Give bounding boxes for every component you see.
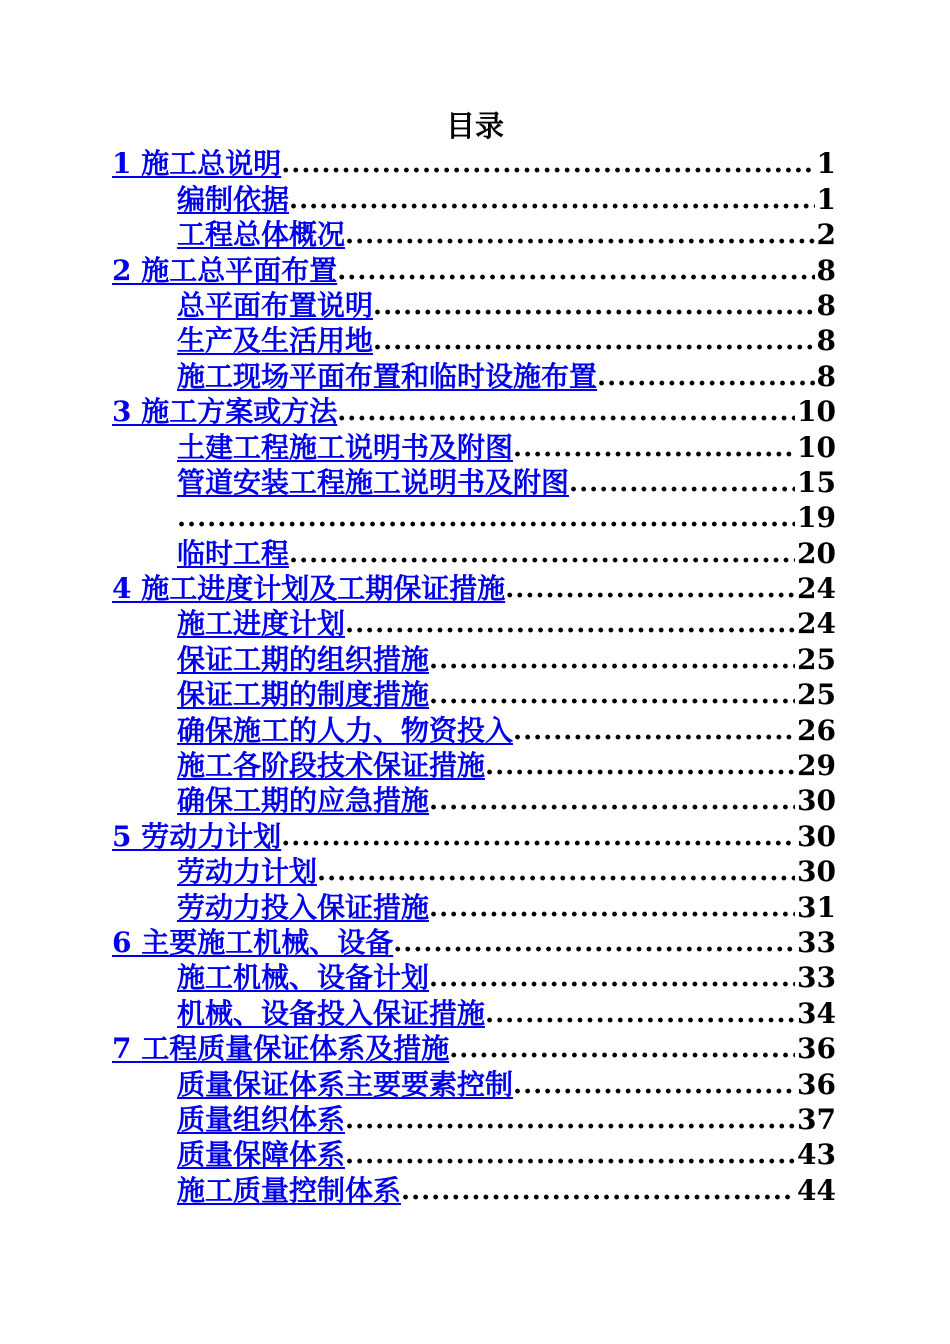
toc-entry-link[interactable]: 土建工程施工说明书及附图	[177, 430, 514, 464]
toc-entry-link[interactable]: 确保工期的应急措施	[177, 784, 430, 818]
toc-entry-link[interactable]: 7 工程质量保证体系及措施	[112, 1032, 450, 1066]
toc-page-number: 43	[797, 1138, 836, 1172]
toc-entry[interactable]	[112, 429, 836, 464]
toc-page-number: 34	[797, 996, 836, 1030]
toc-leader-dots	[289, 538, 795, 571]
toc-page-number: 25	[797, 642, 836, 676]
toc-entry[interactable]	[112, 925, 836, 960]
toc-leader-dots	[597, 361, 815, 394]
toc-page-number: 36	[797, 1067, 836, 1101]
toc-page-number: 33	[797, 925, 836, 959]
toc-entry[interactable]	[112, 606, 836, 641]
toc-entry[interactable]	[112, 960, 836, 995]
toc-entry-link[interactable]: 总平面布置说明	[177, 288, 374, 322]
toc-leader-dots	[337, 255, 814, 288]
toc-entry-link[interactable]: 质量保障体系	[177, 1138, 346, 1172]
toc-leader-dots	[513, 1069, 795, 1102]
toc-entry-link[interactable]: 质量组织体系	[177, 1102, 346, 1136]
toc-leader-dots	[177, 502, 795, 535]
toc-entry[interactable]	[112, 535, 836, 570]
toc-leader-dots	[505, 573, 795, 606]
toc-entry-link[interactable]: 临时工程	[177, 536, 290, 570]
toc-page-number: 15	[797, 465, 836, 499]
toc-entry[interactable]	[112, 571, 836, 606]
toc-entry[interactable]	[112, 217, 836, 252]
toc-leader-dots	[429, 679, 795, 712]
toc-page-number: 37	[797, 1102, 836, 1136]
toc-entry[interactable]	[112, 677, 836, 712]
toc-page-number: 26	[797, 713, 836, 747]
toc-leader-dots	[281, 148, 814, 181]
toc-entry[interactable]	[112, 181, 836, 216]
toc-entry-link[interactable]: 编制依据	[177, 182, 290, 216]
toc-page-number: 29	[797, 749, 836, 783]
toc-entry-link[interactable]: 劳动力计划	[177, 855, 318, 889]
toc-page-number: 1	[816, 147, 836, 181]
toc-entry-link[interactable]: 施工机械、设备计划	[177, 961, 430, 995]
toc-leader-dots	[429, 962, 795, 995]
toc-leader-dots	[317, 856, 795, 889]
toc-page-number: 33	[797, 961, 836, 995]
toc-page-number: 8	[816, 253, 836, 287]
toc-entry-link[interactable]: 施工质量控制体系	[177, 1173, 402, 1207]
toc-entry[interactable]	[112, 358, 836, 393]
table-of-contents	[112, 146, 836, 1208]
toc-page-number: 31	[797, 890, 836, 924]
toc-leader-dots	[513, 432, 795, 465]
toc-leader-dots	[345, 608, 795, 641]
toc-entry[interactable]	[112, 323, 836, 358]
toc-entry-link[interactable]: 施工各阶段技术保证措施	[177, 749, 486, 783]
toc-entry-link[interactable]: 机械、设备投入保证措施	[177, 996, 486, 1030]
toc-entry-link[interactable]: 4 施工进度计划及工期保证措施	[112, 572, 506, 606]
toc-leader-dots	[345, 1139, 795, 1172]
toc-entry[interactable]	[112, 783, 836, 818]
toc-leader-dots	[429, 892, 795, 925]
toc-page-number: 10	[797, 395, 836, 429]
toc-page-number: 36	[797, 1032, 836, 1066]
toc-entry[interactable]	[112, 854, 836, 889]
toc-page-number: 1	[816, 182, 836, 216]
toc-entry[interactable]	[112, 712, 836, 747]
toc-entry-link[interactable]: 2 施工总平面布置	[112, 253, 338, 287]
toc-entry-link[interactable]: 施工现场平面布置和临时设施布置	[177, 359, 598, 393]
toc-leader-dots	[373, 290, 815, 323]
toc-entry[interactable]	[112, 394, 836, 429]
toc-entry-link[interactable]: 保证工期的组织措施	[177, 642, 430, 676]
toc-page-number: 44	[797, 1173, 836, 1207]
toc-title: 目录	[445, 109, 504, 143]
toc-page-number: 10	[797, 430, 836, 464]
toc-entry-link[interactable]: 质量保证体系主要要素控制	[177, 1067, 514, 1101]
toc-entry-link[interactable]: 施工进度计划	[177, 607, 346, 641]
toc-page-number: 25	[797, 678, 836, 712]
toc-entry[interactable]	[112, 995, 836, 1030]
toc-entry-link[interactable]: 工程总体概况	[177, 218, 346, 252]
toc-page-number: 19	[797, 501, 836, 535]
toc-entry[interactable]	[112, 1031, 836, 1066]
toc-leader-dots	[345, 219, 815, 252]
toc-page-number: 2	[816, 218, 836, 252]
toc-page-number: 8	[816, 324, 836, 358]
toc-leader-dots	[281, 821, 795, 854]
toc-entry-link[interactable]: 保证工期的制度措施	[177, 678, 430, 712]
toc-entry-link[interactable]: 确保施工的人力、物资投入	[177, 713, 514, 747]
toc-entry[interactable]	[112, 1137, 836, 1172]
toc-leader-dots	[289, 184, 815, 217]
toc-entry-link[interactable]: 3 施工方案或方法	[112, 395, 338, 429]
toc-page-number: 24	[797, 607, 836, 641]
toc-page-number: 30	[797, 855, 836, 889]
toc-entry[interactable]	[112, 748, 836, 783]
toc-page-number: 20	[797, 536, 836, 570]
toc-entry[interactable]	[112, 641, 836, 676]
toc-entry[interactable]	[112, 146, 836, 181]
toc-leader-dots	[345, 1104, 795, 1137]
toc-entry[interactable]	[112, 1102, 836, 1137]
toc-leader-dots	[401, 1175, 795, 1208]
toc-entry[interactable]	[112, 465, 836, 500]
toc-page-number: 8	[816, 359, 836, 393]
toc-leader-dots	[449, 1033, 795, 1066]
toc-page-number: 24	[797, 572, 836, 606]
toc-entry[interactable]	[112, 288, 836, 323]
toc-entry-link[interactable]: 生产及生活用地	[177, 324, 374, 358]
toc-page-number: 30	[797, 784, 836, 818]
toc-entry[interactable]	[112, 1172, 836, 1207]
toc-entry[interactable]	[112, 818, 836, 853]
toc-entry[interactable]	[112, 252, 836, 287]
toc-entry[interactable]	[112, 889, 836, 924]
toc-leader-dots	[485, 998, 795, 1031]
toc-entry[interactable]	[112, 500, 836, 535]
toc-leader-dots	[337, 396, 795, 429]
toc-leader-dots	[513, 715, 795, 748]
toc-leader-dots	[429, 644, 795, 677]
toc-entry-link[interactable]: 劳动力投入保证措施	[177, 890, 430, 924]
toc-entry-link[interactable]: 管道安装工程施工说明书及附图	[177, 465, 570, 499]
toc-entry-link[interactable]: 5 劳动力计划	[112, 819, 282, 853]
toc-leader-dots	[485, 750, 795, 783]
toc-page-number: 30	[797, 819, 836, 853]
toc-entry[interactable]	[112, 1066, 836, 1101]
toc-leader-dots	[429, 785, 795, 818]
toc-entry-link[interactable]: 6 主要施工机械、设备	[112, 925, 394, 959]
toc-entry-link[interactable]: 1 施工总说明	[112, 147, 282, 181]
toc-leader-dots	[373, 325, 815, 358]
toc-page-number: 8	[816, 288, 836, 322]
toc-leader-dots	[569, 467, 795, 500]
toc-leader-dots	[393, 927, 795, 960]
